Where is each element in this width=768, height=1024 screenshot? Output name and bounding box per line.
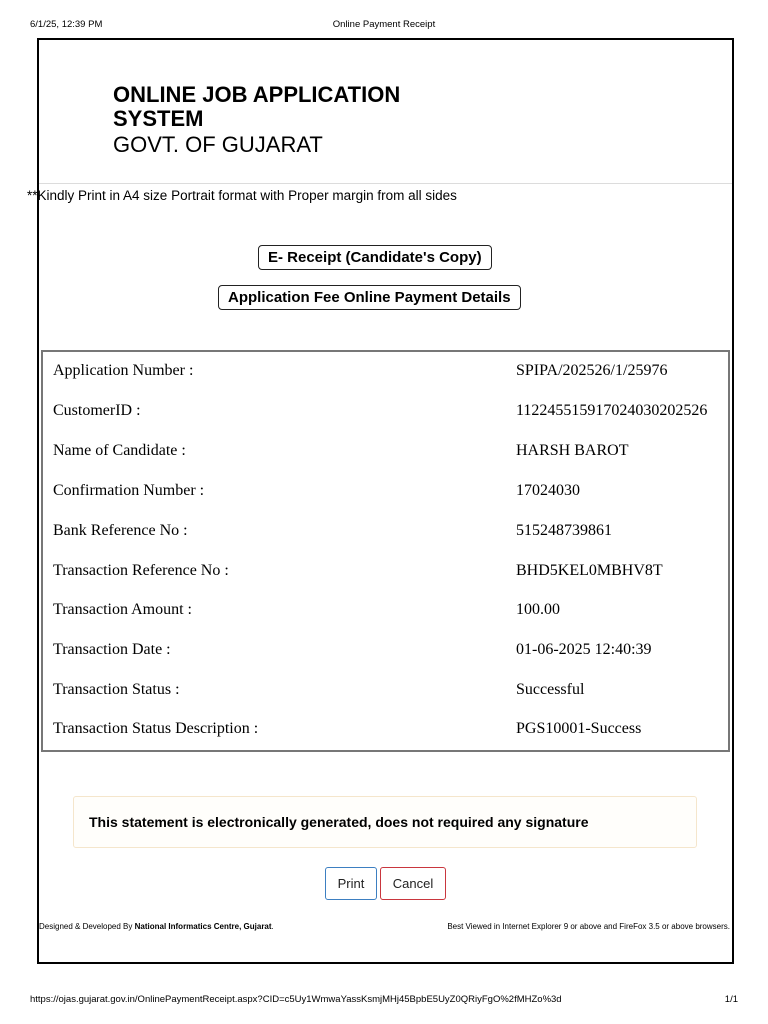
developer-credit <box>39 922 274 931</box>
statement-note <box>73 796 697 848</box>
receipt-copy-label: E- Receipt (Candidate's Copy) <box>258 245 492 270</box>
detail-row <box>43 432 728 472</box>
detail-label: Transaction Amount : <box>53 601 192 618</box>
detail-row <box>43 512 728 552</box>
print-page-title: Online Payment Receipt <box>332 19 436 30</box>
detail-label: Name of Candidate : <box>53 442 186 459</box>
page-number: 1/1 <box>724 994 738 1005</box>
detail-row <box>43 552 728 592</box>
detail-row <box>43 710 728 750</box>
brand-line-2: SYSTEM <box>113 106 204 131</box>
detail-row <box>43 392 728 432</box>
system-brand <box>113 83 400 159</box>
brand-line-3: GOVT. OF GUJARAT <box>113 132 323 157</box>
detail-value: BHD5KEL0MBHV8T <box>516 562 663 579</box>
browser-note: Best Viewed in Internet Explorer 9 or above and FireFox 3.5 or above browsers. <box>447 922 730 931</box>
brand-line-1: ONLINE JOB APPLICATION <box>113 82 401 107</box>
detail-row <box>43 631 728 671</box>
print-button[interactable]: Print <box>325 867 377 900</box>
statement-note-text: This statement is electronically generated, does not required any signature <box>89 814 589 830</box>
detail-label: CustomerID : <box>53 402 141 419</box>
detail-value: Successful <box>516 681 585 698</box>
detail-value: 11224551591702403020​2526 <box>516 402 708 419</box>
detail-value: PGS10001-Success <box>516 720 642 737</box>
detail-value: 515248739861 <box>516 522 612 539</box>
detail-value: SPIPA/202526/1/25976 <box>516 362 668 379</box>
credit-suffix: . <box>271 922 274 931</box>
header-divider <box>39 183 732 184</box>
detail-label: Transaction Date : <box>53 641 171 658</box>
detail-value: 01-06-2025 12:40:39 <box>516 641 652 658</box>
detail-row <box>43 671 728 711</box>
detail-label: Transaction Status Description : <box>53 720 259 737</box>
detail-value: 100.00 <box>516 601 560 618</box>
print-footer <box>30 994 738 1008</box>
detail-label: Transaction Reference No : <box>53 562 229 579</box>
detail-value: HARSH BAROT <box>516 442 629 459</box>
detail-label: Confirmation Number : <box>53 482 205 499</box>
print-instruction: **Kindly Print in A4 size Portrait format with Proper margin from all sides <box>27 188 457 203</box>
receipt-frame <box>27 38 734 964</box>
detail-row <box>43 472 728 512</box>
print-header <box>30 19 738 33</box>
payment-details-table <box>41 350 730 752</box>
credit-prefix: Designed & Developed By <box>39 922 135 931</box>
detail-label: Transaction Status : <box>53 681 180 698</box>
credit-org: National Informatics Centre, Gujarat <box>134 922 272 931</box>
print-datetime: 6/1/25, 12:39 PM <box>30 19 103 30</box>
page-url: https://ojas.gujarat.gov.in/OnlinePaymentReceipt.aspx?CID=c5Uy1WmwaYassKsmjMHj45BpbE5UyZ0QRiyFgO%2fMHZo%3d <box>30 994 562 1005</box>
cancel-button[interactable]: Cancel <box>380 867 446 900</box>
fee-details-label: Application Fee Online Payment Details <box>218 285 521 310</box>
detail-row <box>43 591 728 631</box>
detail-label: Bank Reference No : <box>53 522 188 539</box>
detail-value: 17024030 <box>516 482 580 499</box>
detail-label: Application Number : <box>53 362 194 379</box>
detail-row <box>43 352 728 392</box>
